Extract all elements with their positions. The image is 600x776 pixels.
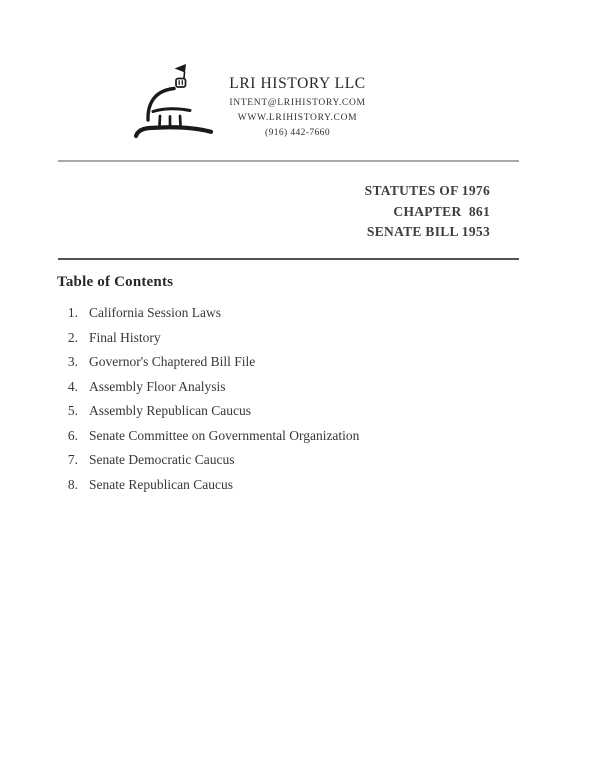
logo-flag xyxy=(175,64,187,73)
toc-item xyxy=(56,404,359,417)
horizontal-rule-middle xyxy=(58,258,519,260)
statute-reference-block xyxy=(365,181,490,243)
toc-item-label: Senate Republican Caucus xyxy=(89,476,233,492)
toc-item xyxy=(56,429,359,442)
toc-item-label: Senate Committee on Governmental Organization xyxy=(89,427,360,443)
toc-item-label: Governor's Chaptered Bill File xyxy=(89,354,256,369)
toc-item xyxy=(56,478,359,491)
company-website: WWW.LRIHISTORY.COM xyxy=(237,113,358,123)
senate-bill-line: SENATE BILL 1953 xyxy=(366,224,490,239)
toc-item-number: 2. xyxy=(67,329,78,345)
toc-item xyxy=(56,331,359,344)
chapter-line: CHAPTER 861 xyxy=(393,203,490,219)
toc-item-label: Senate Democratic Caucus xyxy=(89,452,235,467)
toc-item xyxy=(56,453,359,466)
toc-item xyxy=(56,355,359,368)
company-phone: (916) 442-7660 xyxy=(265,128,330,138)
toc-item-label: California Session Laws xyxy=(89,305,221,320)
company-name: LRI HISTORY LLC xyxy=(229,75,366,92)
toc-item-number: 7. xyxy=(67,452,78,467)
toc-item-number: 3. xyxy=(67,354,78,369)
horizontal-rule-top xyxy=(58,160,519,162)
statutes-line: STATUTES OF 1976 xyxy=(364,183,490,198)
toc-item xyxy=(56,306,359,319)
toc-item-number: 6. xyxy=(67,427,78,443)
toc-item-label: Final History xyxy=(89,329,161,345)
toc-item-label: Assembly Republican Caucus xyxy=(89,403,251,418)
toc-item-number: 4. xyxy=(67,378,78,394)
toc-list xyxy=(56,306,359,502)
toc-item-number: 5. xyxy=(67,403,78,418)
letterhead xyxy=(180,75,415,138)
toc-item xyxy=(56,380,359,393)
toc-title: Table of Contents xyxy=(57,274,174,290)
toc-item-number: 1. xyxy=(67,305,78,320)
company-email: INTENT@LRIHISTORY.COM xyxy=(229,98,366,108)
toc-item-number: 8. xyxy=(67,476,78,492)
toc-item-label: Assembly Floor Analysis xyxy=(89,378,226,394)
